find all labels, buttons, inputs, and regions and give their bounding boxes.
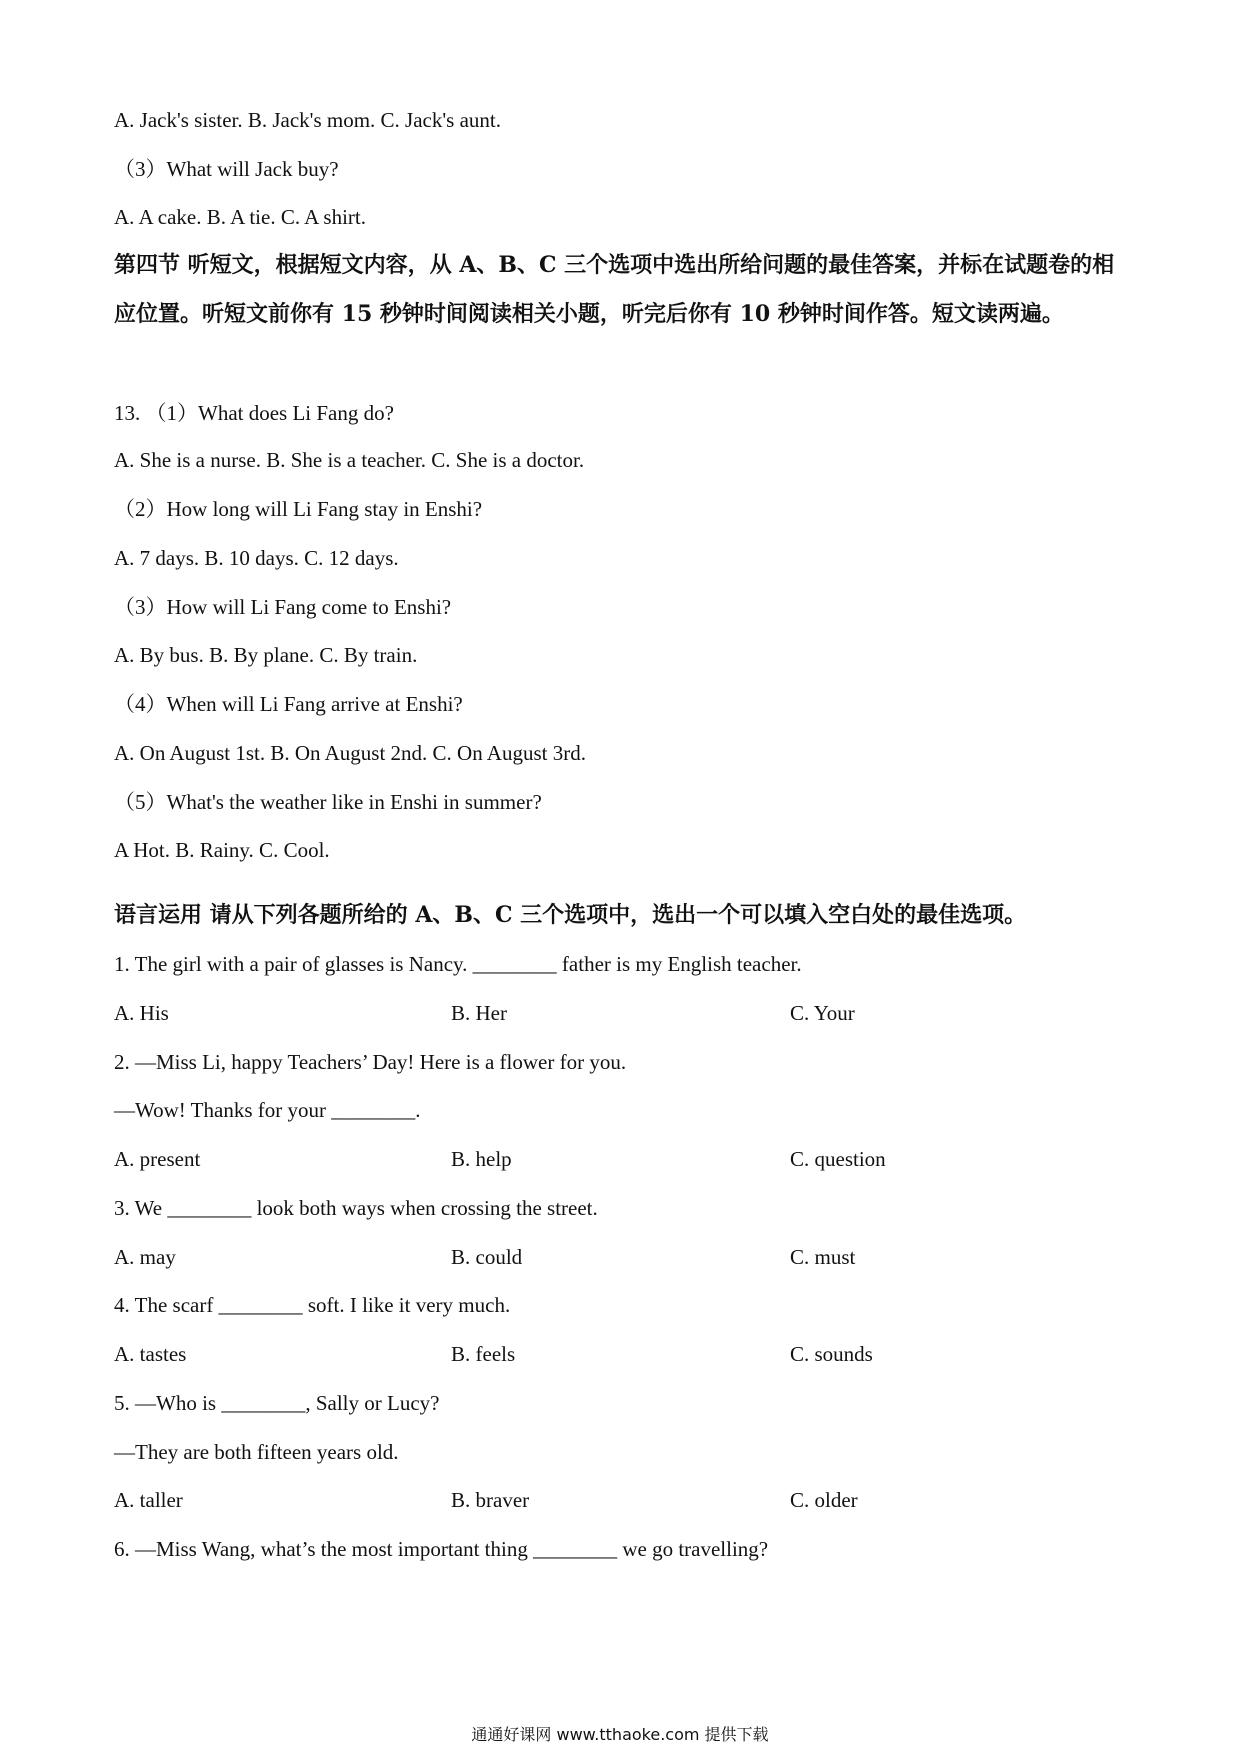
question-text: 4. The scarf ________ soft. I like it very much. — [114, 1293, 511, 1317]
question-text: （4）When will Li Fang arrive at Enshi? — [114, 692, 463, 716]
options-row — [114, 1340, 1114, 1368]
option-c: C. must — [790, 1245, 856, 1269]
question-text: 5. —Who is ________, Sally or Lucy? — [114, 1391, 440, 1415]
question-options-line: A. On August 1st. B. On August 2nd. C. On August 3rd. — [114, 741, 586, 765]
question-text: （5）What's the weather like in Enshi in summer? — [114, 790, 542, 814]
option-b: B. Her — [451, 1001, 507, 1025]
option-c: C. sounds — [790, 1342, 873, 1366]
question-options-line: A. She is a nurse. B. She is a teacher. C. She is a doctor. — [114, 448, 585, 472]
options-row — [114, 1243, 1114, 1271]
option-a: A. tastes — [114, 1342, 187, 1366]
section-heading: 语言运用 请从下列各题所给的 A、B、C 三个选项中，选出一个可以填入空白处的最佳选项。 — [114, 902, 1027, 928]
question-text: 3. We ________ look both ways when crossing the street. — [114, 1196, 598, 1220]
question-options-line: A. By bus. B. By plane. C. By train. — [114, 643, 418, 667]
option-a: A. may — [114, 1245, 176, 1269]
question-text: 13. （1）What does Li Fang do? — [114, 401, 394, 425]
question-text: （3）How will Li Fang come to Enshi? — [114, 595, 452, 619]
option-c: C. older — [790, 1488, 858, 1512]
option-c: C. question — [790, 1147, 886, 1171]
page-footer: 通通好课网 www.tthaoke.com 提供下载 — [471, 1725, 769, 1744]
option-a: A. taller — [114, 1488, 183, 1512]
option-b: B. could — [451, 1245, 523, 1269]
option-a: A. present — [114, 1147, 201, 1171]
section-heading: 第四节 听短文，根据短文内容，从 A、B、C 三个选项中选出所给问题的最佳答案，并标在试题卷的相应位置。听短文前你有 15 秒钟时间阅读相关小题，听完后你有 10 秒钟时间作答。短文读两遍。 — [114, 252, 1115, 327]
options-row — [114, 1145, 1114, 1173]
question-options-line: A. A cake. B. A tie. C. A shirt. — [114, 205, 367, 229]
question-text: 2. —Miss Li, happy Teachers’ Day! Here is a flower for you. — [114, 1050, 627, 1074]
option-c: C. Your — [790, 1001, 855, 1025]
option-b: B. feels — [451, 1342, 516, 1366]
question-text: 1. The girl with a pair of glasses is Nancy. ________ father is my English teacher. — [114, 952, 802, 976]
question-text: （2）How long will Li Fang stay in Enshi? — [114, 497, 483, 521]
question-options-line: A Hot. B. Rainy. C. Cool. — [114, 838, 330, 862]
options-row — [114, 999, 1114, 1027]
option-a: A. His — [114, 1001, 169, 1025]
question-text: —They are both fifteen years old. — [114, 1440, 399, 1464]
option-b: B. help — [451, 1147, 512, 1171]
options-row — [114, 1486, 1114, 1514]
option-b: B. braver — [451, 1488, 530, 1512]
question-text: 6. —Miss Wang, what’s the most important thing ________ we go travelling? — [114, 1537, 769, 1561]
question-text: —Wow! Thanks for your ________. — [114, 1098, 421, 1122]
question-options-line: A. Jack's sister. B. Jack's mom. C. Jack's aunt. — [114, 108, 501, 132]
question-text: （3）What will Jack buy? — [114, 157, 339, 181]
question-options-line: A. 7 days. B. 10 days. C. 12 days. — [114, 546, 399, 570]
